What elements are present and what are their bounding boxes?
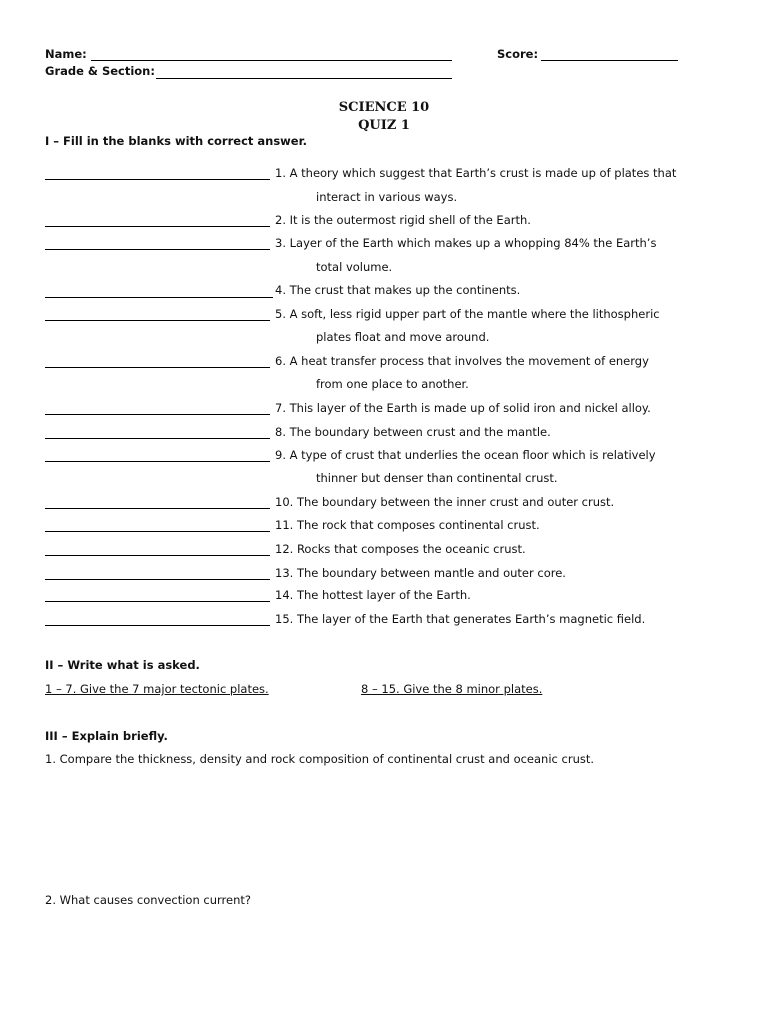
question-text: 9. A type of crust that underlies the ocean floor which is relatively	[275, 448, 656, 462]
grade-section-label: Grade & Section:	[45, 64, 155, 78]
answer-blank[interactable]	[45, 461, 270, 462]
answer-blank[interactable]	[45, 179, 270, 180]
question-text: 14. The hottest layer of the Earth.	[275, 588, 471, 602]
name-field[interactable]	[91, 60, 452, 61]
question-text: 2. It is the outermost rigid shell of the Earth.	[275, 213, 531, 227]
question-text: 6. A heat transfer process that involves the movement of energy	[275, 354, 649, 368]
answer-blank[interactable]	[45, 579, 270, 580]
answer-blank[interactable]	[45, 531, 270, 532]
question-text: 3. Layer of the Earth which makes up a whopping 84% the Earth’s	[275, 236, 657, 250]
explain-question-1: 1. Compare the thickness, density and rock composition of continental crust and oceanic crust.	[45, 752, 595, 766]
part2-heading: II – Write what is asked.	[45, 658, 200, 672]
question-text: 10. The boundary between the inner crust and outer crust.	[275, 495, 615, 509]
answer-blank[interactable]	[45, 508, 270, 509]
question-text: 1. A theory which suggest that Earth’s crust is made up of plates that	[275, 166, 677, 180]
answer-blank[interactable]	[45, 601, 270, 602]
quiz-title: QUIZ 1	[358, 118, 410, 133]
question-text: 5. A soft, less rigid upper part of the mantle where the lithospheric	[275, 307, 660, 321]
answer-blank[interactable]	[45, 438, 270, 439]
question-text: 8. The boundary between crust and the mantle.	[275, 425, 551, 439]
part3-heading: III – Explain briefly.	[45, 729, 168, 743]
major-plates-prompt: 1 – 7. Give the 7 major tectonic plates.	[45, 682, 269, 696]
answer-blank[interactable]	[45, 367, 270, 368]
question-text-continued: from one place to another.	[316, 377, 469, 391]
question-text: 15. The layer of the Earth that generates Earth’s magnetic field.	[275, 612, 646, 626]
score-label: Score:	[497, 47, 539, 61]
question-text-continued: total volume.	[316, 260, 393, 274]
score-field[interactable]	[541, 60, 678, 61]
part1-heading: I – Fill in the blanks with correct answer.	[45, 134, 308, 148]
grade-section-field[interactable]	[156, 78, 452, 79]
question-text: 13. The boundary between mantle and outer core.	[275, 566, 566, 580]
name-label: Name:	[45, 47, 87, 61]
answer-blank[interactable]	[45, 625, 270, 626]
quiz-subject: SCIENCE 10	[338, 100, 430, 115]
explain-question-2: 2. What causes convection current?	[45, 893, 251, 907]
question-text: 4. The crust that makes up the continents.	[275, 283, 521, 297]
question-text-continued: interact in various ways.	[316, 190, 458, 204]
answer-blank[interactable]	[45, 297, 273, 298]
answer-blank[interactable]	[45, 414, 270, 415]
answer-blank[interactable]	[45, 249, 270, 250]
answer-blank[interactable]	[45, 320, 270, 321]
answer-blank[interactable]	[45, 555, 270, 556]
minor-plates-prompt: 8 – 15. Give the 8 minor plates.	[361, 682, 543, 696]
question-text: 11. The rock that composes continental crust.	[275, 518, 540, 532]
question-text-continued: thinner but denser than continental crust.	[316, 471, 558, 485]
question-text: 7. This layer of the Earth is made up of solid iron and nickel alloy.	[275, 401, 651, 415]
question-text: 12. Rocks that composes the oceanic crust.	[275, 542, 526, 556]
answer-blank[interactable]	[45, 226, 270, 227]
question-text-continued: plates float and move around.	[316, 330, 490, 344]
